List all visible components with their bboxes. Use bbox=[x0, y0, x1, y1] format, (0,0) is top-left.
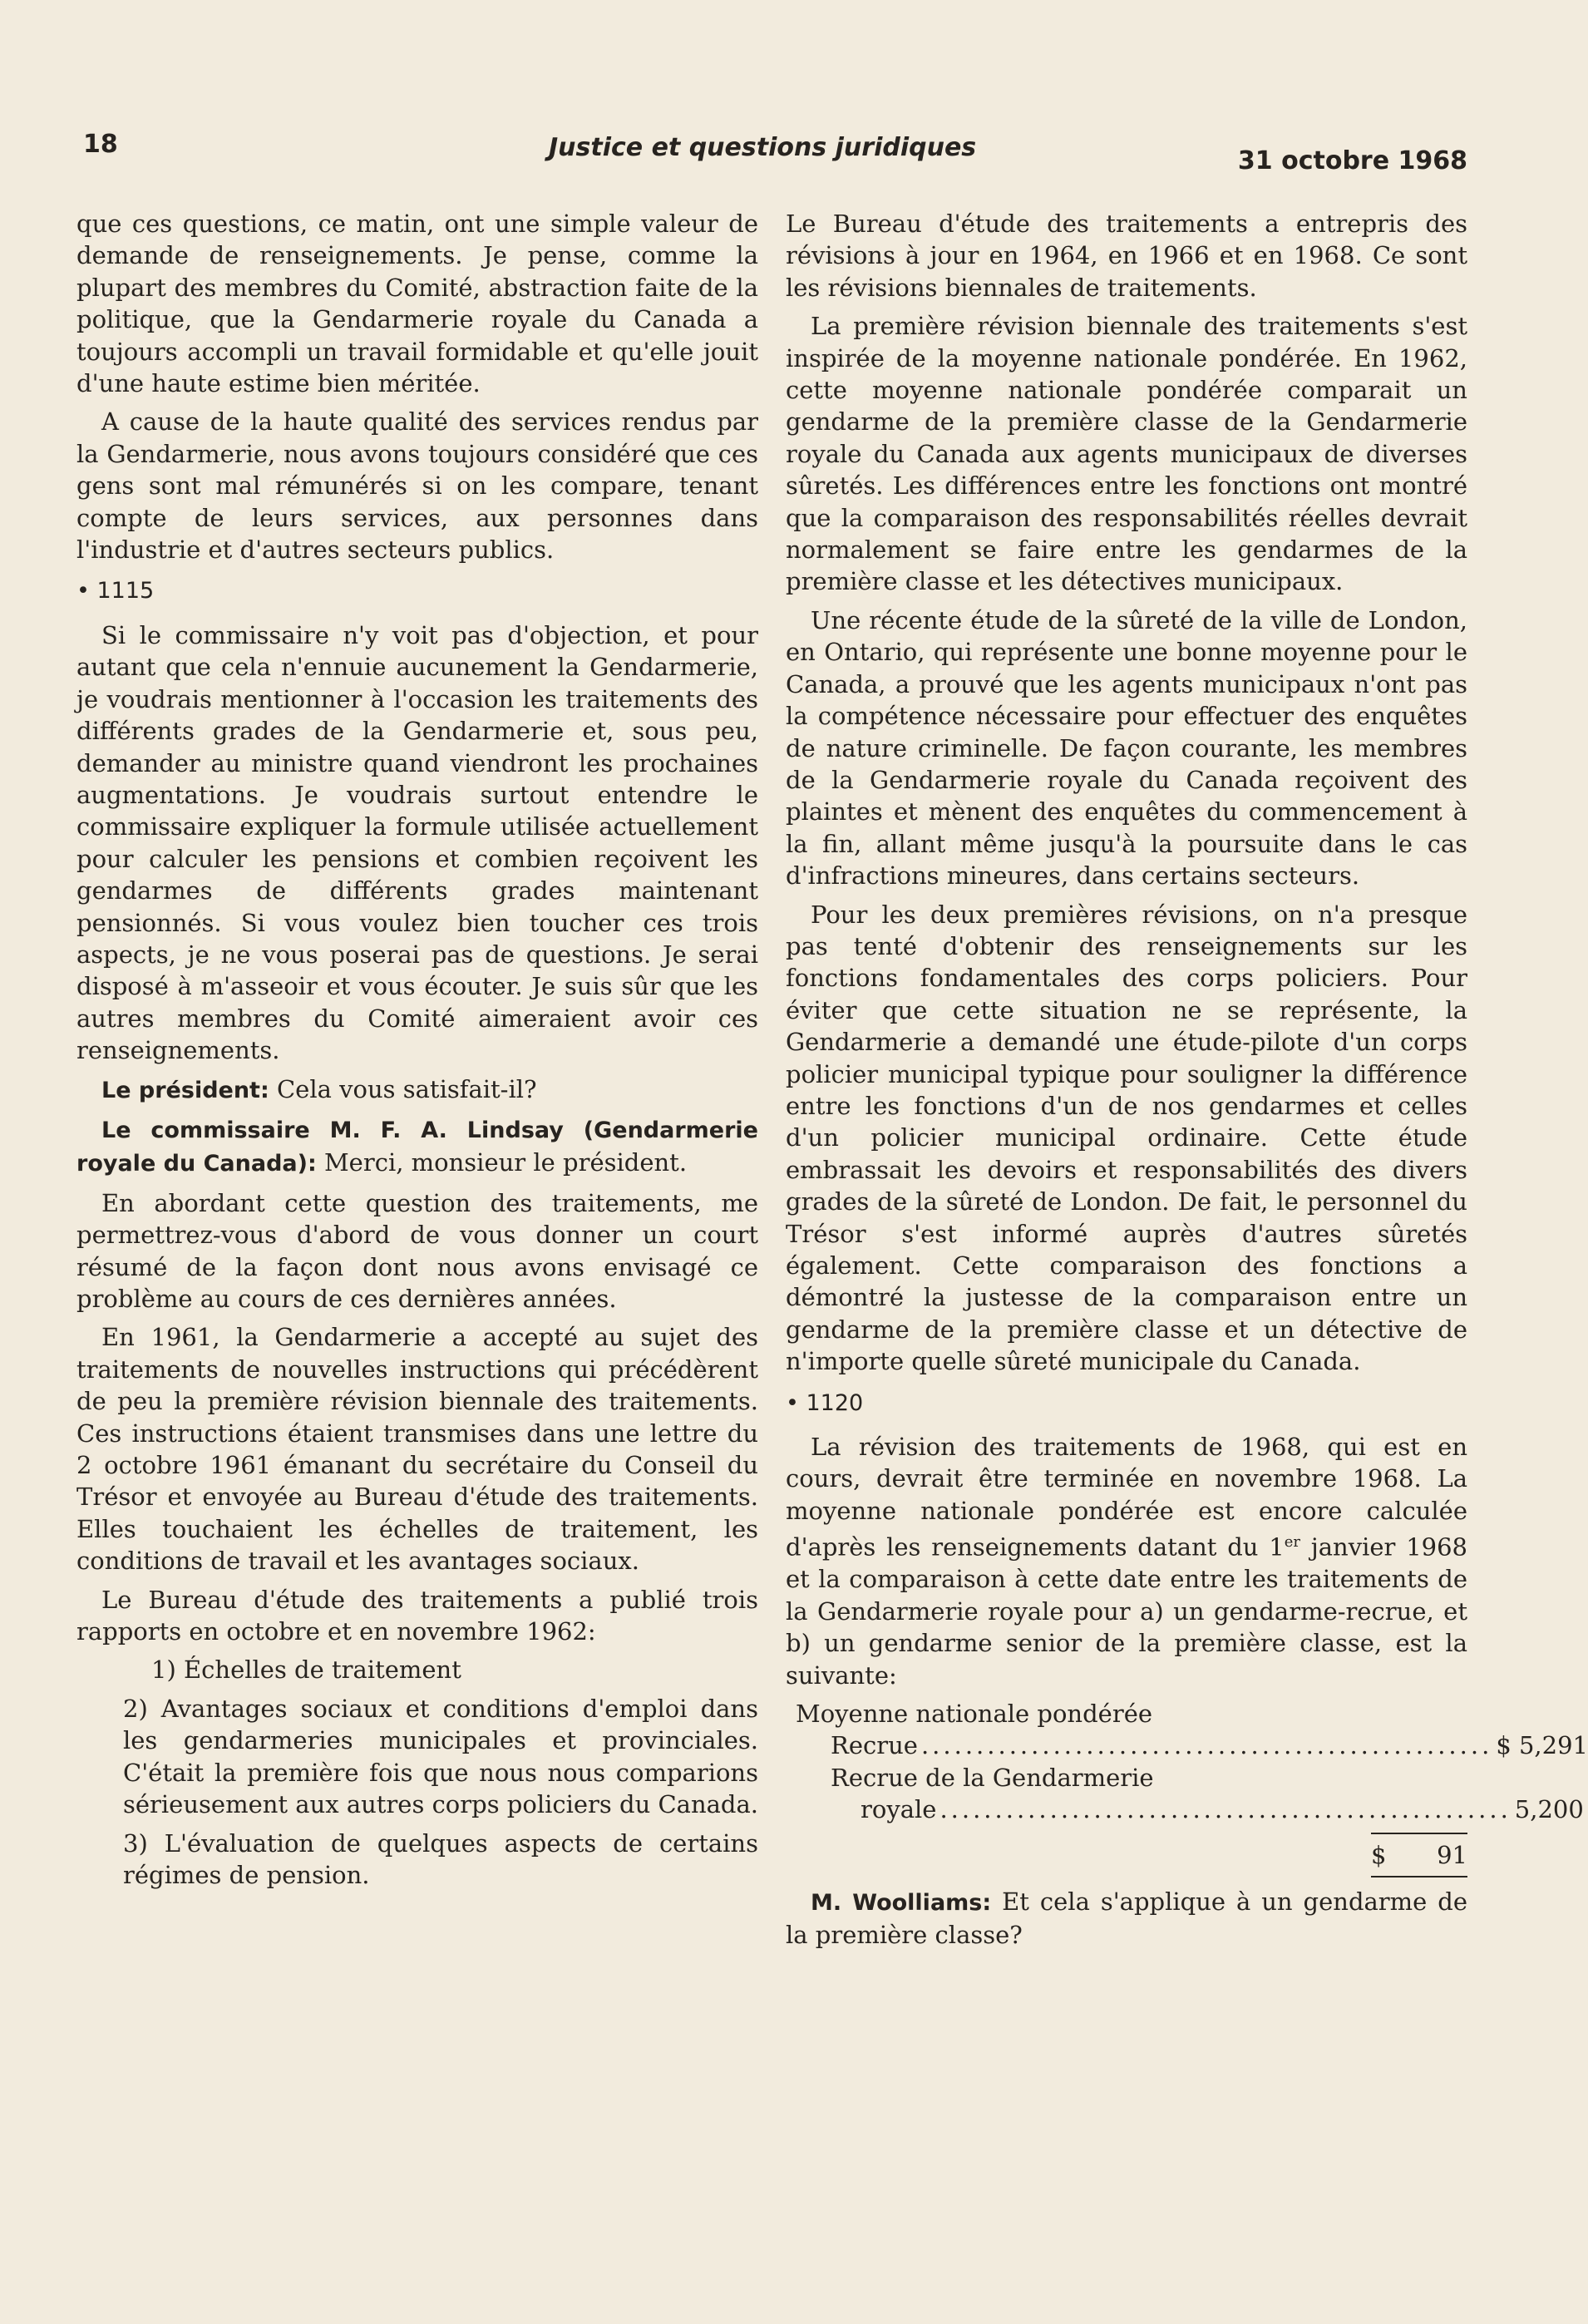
currency-symbol: $ bbox=[1371, 1840, 1387, 1869]
paragraph: En abordant cette question des traitements, me permettrez-vous d'abord de vous donner un court résumé de la façon dont nous avons envisagé ce problème au cours de ces dernières années. bbox=[76, 1188, 758, 1313]
speaker-line bbox=[786, 1886, 1467, 1951]
paragraph: La première révision biennale des traitements s'est inspirée de la moyenne nationale pondérée. En 1962, cette moyenne nationale pondérée comparait un gendarme de la première classe de la Gendarmerie royale du Canada aux agents municipaux de diverses sûretés. Les différences entre les fonctions ont montré que la comparaison des responsabilités réelles devrait normalement se faire entre les gendarmes de la première classe et les détectives municipaux. bbox=[786, 312, 1467, 596]
right-column bbox=[786, 208, 1588, 1958]
superscript: er bbox=[1284, 1533, 1300, 1552]
leader-dots: .................................................... bbox=[939, 1795, 1512, 1824]
paragraph: Le Bureau d'étude des traitements a publié trois rapports en octobre et en novembre 1962: bbox=[76, 1585, 758, 1646]
page-header bbox=[83, 125, 1467, 175]
running-title: Justice et questions juridiques bbox=[549, 133, 977, 162]
page-number: 18 bbox=[83, 130, 118, 159]
paragraph bbox=[786, 1431, 1467, 1691]
left-column bbox=[76, 208, 758, 1897]
speaker-line bbox=[76, 1113, 758, 1181]
section-marker: • 1120 bbox=[786, 1389, 864, 1416]
speaker-name: Le président: bbox=[101, 1077, 269, 1103]
paragraph: Si le commissaire n'y voit pas d'objection, et pour autant que cela n'ennuie aucunement la Gendarmerie, je voudrais mentionner à l'occasion les traitements des différents grades de la Gendarmerie et, sous peu, demander au ministre quand viendront les prochaines augmentations. Je voudrais surtout entendre le commissaire expliquer la formule utilisée actuellement pour calculer les pensions et combien reçoivent les gendarmes de différents grades maintenant pensionnés. Si vous voulez bien toucher ces trois aspects, je ne vous poserai pas de questions. Je serai disposé à m'asseoir et vous écouter. Je suis sûr que les autres membres du Comité aimeraient avoir ces renseignements. bbox=[76, 620, 758, 1065]
list-item: 3) L'évaluation de quelques aspects de certains régimes de pension. bbox=[123, 1828, 758, 1889]
paragraph: En 1961, la Gendarmerie a accepté au sujet des traitements de nouvelles instructions qui précédèrent de peu la première révision biennale des traitements. Ces instructions étaient transmises dans une lettre du 2 octobre 1961 émanant du secrétaire du Conseil du Trésor et envoyée au Bureau d'étude des traitements. Elles touchaient les échelles de traitement, les conditions de travail et les avantages sociaux. bbox=[76, 1323, 758, 1576]
row-label: Recrue bbox=[831, 1731, 918, 1760]
leader-dots: .................................................... bbox=[920, 1731, 1493, 1760]
section-marker: • 1115 bbox=[76, 578, 155, 604]
table-row bbox=[786, 1794, 1584, 1825]
salary-table bbox=[786, 1698, 1588, 1877]
row-label: royale bbox=[861, 1795, 937, 1824]
paragraph-text: La révision des traitements de 1968, qui est en cours, devrait être terminée en novembre 1968. La moyenne nationale pondérée est encore calculée d'après les renseignements datant du 1 bbox=[786, 1433, 1467, 1562]
table-row bbox=[786, 1729, 1588, 1761]
total-value bbox=[1371, 1833, 1467, 1877]
table-row bbox=[786, 1762, 1467, 1794]
speaker-name: M. Woolliams: bbox=[811, 1889, 992, 1916]
speech-text: Et cela s'applique à un gendarme de la première classe? bbox=[786, 1887, 1467, 1950]
paragraph: Pour les deux premières révisions, on n'a presque pas tenté d'obtenir des renseignements sur les fonctions fondamentales des corps policiers. Pour éviter que cette situation ne se représente, la Gendarmerie a demandé une étude-pilote d'un corps policier municipal typique pour souligner la différence entre les fonctions d'un de nos gendarmes et celles d'un policier municipal ordinaire. Cette étude embrassait les devoirs et responsabilités des divers grades de la sûreté de London. De fait, le personnel du Trésor s'est informé auprès d'autres sûretés également. Cette comparaison des fonctions a démontré la justesse de la comparaison entre un gendarme de la première classe et un détective de n'importe quelle sûreté municipale du Canada. bbox=[786, 900, 1467, 1376]
paragraph: Une récente étude de la sûreté de la ville de London, en Ontario, qui représente une bonne moyenne pour le Canada, a prouvé que les agents municipaux n'ont pas la compétence nécessaire pour effectuer des enquêtes de nature criminelle. De façon courante, les membres de la Gendarmerie royale du Canada reçoivent des plaintes et mènent des enquêtes du commencement à la fin, allant même jusqu'à la poursuite dans le cas d'infractions mineures, dans certains secteurs. bbox=[786, 605, 1467, 891]
table-total-row bbox=[786, 1826, 1467, 1877]
list-item: 2) Avantages sociaux et conditions d'emploi dans les gendarmeries municipales et provinciales. C'était la première fois que nous nous comparions sérieusement aux autres corps policiers du Canada. bbox=[123, 1694, 758, 1819]
speech-text: Merci, monsieur le président. bbox=[316, 1148, 688, 1177]
speaker-line bbox=[76, 1073, 758, 1107]
row-value: $ 5,291 bbox=[1496, 1731, 1588, 1760]
paragraph-text: janvier 1968 et la comparaison à cette date entre les traitements de la Gendarmerie royale pour a) un gendarme-recrue, et b) un gendarme senior de la première classe, est la suivante: bbox=[786, 1532, 1467, 1690]
speech-text: Cela vous satisfait-il? bbox=[269, 1074, 537, 1103]
row-value: 5,200 bbox=[1514, 1795, 1584, 1824]
paragraph: Le Bureau d'étude des traitements a entrepris des révisions à jour en 1964, en 1966 et en 1968. Ce sont les révisions biennales de traitements. bbox=[786, 210, 1467, 302]
total-amount: 91 bbox=[1437, 1840, 1467, 1869]
speaker-name: Le commissaire M. F. A. Lindsay (Gendarmerie royale du Canada): bbox=[76, 1117, 758, 1177]
list-item: 1) Échelles de traitement bbox=[151, 1655, 461, 1685]
row-label: Recrue de la Gendarmerie bbox=[831, 1763, 1154, 1792]
table-heading: Moyenne nationale pondérée bbox=[796, 1699, 1153, 1728]
header-date: 31 octobre 1968 bbox=[1237, 146, 1467, 175]
paragraph: que ces questions, ce matin, ont une simple valeur de demande de renseignements. Je pense, comme la plupart des membres du Comité, abstraction faite de la politique, que la Gendarmerie royale du Canada a toujours accompli un travail formidable et qu'elle jouit d'une haute estime bien méritée. bbox=[76, 210, 758, 398]
paragraph: A cause de la haute qualité des services rendus par la Gendarmerie, nous avons toujours considéré que ces gens sont mal rémunérés si on les compare, tenant compte de leurs services, aux personnes dans l'industrie et d'autres secteurs publics. bbox=[76, 407, 758, 565]
